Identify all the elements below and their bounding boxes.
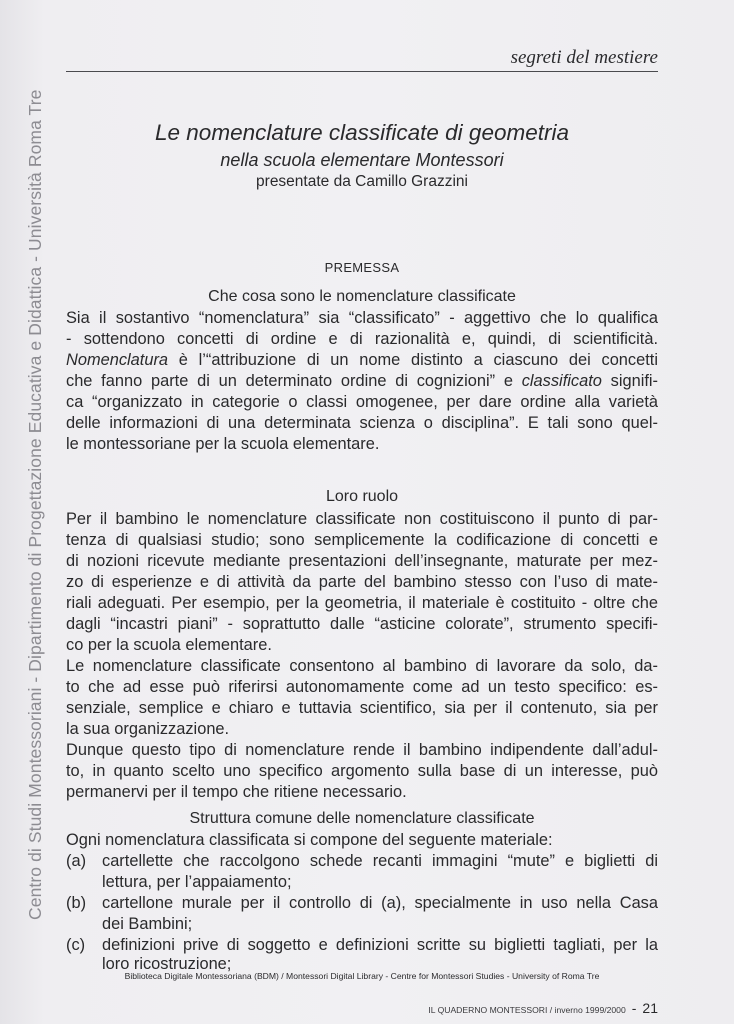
section-header-label: segreti del mestiere bbox=[510, 47, 658, 68]
list-marker-c: (c) bbox=[66, 936, 86, 954]
italic-term: classificato bbox=[521, 372, 602, 390]
paragraph-line: delle informazioni di una determinata scienza o disciplina”. E tali sono quel- bbox=[66, 414, 658, 432]
list-marker-b: (b) bbox=[66, 894, 87, 912]
list-item-line: dei Bambini; bbox=[102, 915, 193, 933]
premessa-heading: PREMESSA bbox=[324, 260, 400, 275]
paragraph-line bbox=[66, 349, 658, 371]
paragraph-line: Per il bambino le nomenclature classificate non costituiscono il punto di par- bbox=[66, 510, 658, 528]
library-footer-note: Biblioteca Digitale Montessoriana (BDM) / Montessori Digital Library - Centre for Montessori Studies - University of Roma Tre bbox=[124, 971, 600, 981]
list-item-line: cartellette che raccolgono schede recanti immagini “mute” e biglietti di bbox=[102, 852, 658, 870]
journal-name: IL QUADERNO MONTESSORI / inverno 1999/2000 bbox=[428, 1005, 626, 1015]
article-presenter: presentate da Camillo Grazzini bbox=[256, 173, 468, 190]
paragraph-line: to, in quanto scelto uno specifico argomento sulla base di un interesse, può bbox=[66, 762, 658, 780]
paragraph-line: Dunque questo tipo di nomenclature rende il bambino indipendente dall’adul- bbox=[66, 741, 658, 759]
paragraph-line: ca “organizzato in categorie o classi omogenee, per dare ordine alla varietà bbox=[66, 393, 658, 411]
section-heading-role: Loro ruolo bbox=[325, 488, 399, 505]
paragraph-line: Ogni nomenclatura classificata si compone del seguente materiale: bbox=[66, 831, 553, 849]
paragraph-line: dagli “incastri piani” - soprattutto dalle “asticine colorate”, strumento specifi- bbox=[66, 615, 658, 633]
paragraph-line: le montessoriane per la scuola elementare. bbox=[66, 435, 380, 453]
paragraph-line: Sia il sostantivo “nomenclatura” sia “classificato” - aggettivo che lo qualifica bbox=[66, 309, 658, 327]
article-subtitle: nella scuola elementare Montessori bbox=[220, 150, 504, 170]
article-title: Le nomenclature classificate di geometria bbox=[155, 120, 569, 145]
text-run: che fanno parte di un determinato ordine di cognizioni” e bbox=[66, 372, 522, 390]
paragraph-line: to che ad esse può riferirsi autonomamente come ad un testo specifico: es- bbox=[66, 678, 658, 696]
paragraph-line: di nozioni ricevute mediante presentazioni dell’insegnante, maturate per mez- bbox=[66, 552, 658, 570]
paragraph-line bbox=[66, 370, 658, 392]
list-marker-a: (a) bbox=[66, 852, 87, 870]
list-item-line: lettura, per l’appaiamento; bbox=[102, 873, 292, 891]
page-folio bbox=[428, 1000, 658, 1016]
page-number: 21 bbox=[642, 1000, 658, 1016]
paragraph-line: senziale, semplice e chiaro e tuttavia scientifico, sia per il contenuto, sia per bbox=[66, 699, 658, 717]
list-item-line: loro ricostruzione; bbox=[102, 955, 232, 973]
paragraph-line: tenza di qualsiasi studio; sono semplicemente la codificazione di concetti e bbox=[66, 531, 658, 549]
text-run: signifi- bbox=[601, 372, 658, 390]
folio-dash: - bbox=[631, 1000, 637, 1016]
header-rule bbox=[66, 71, 658, 72]
paragraph-line: la sua organizzazione. bbox=[66, 720, 230, 738]
paragraph-line: permanervi per il tempo che ritiene necessario. bbox=[66, 783, 407, 801]
paragraph-line: Le nomenclature classificate consentono al bambino di lavorare da solo, da- bbox=[66, 657, 658, 675]
side-watermark-text: Centro di Studi Montessoriani - Dipartimento di Progettazione Educativa e Didattica - Università Roma Tre bbox=[25, 89, 45, 920]
section-heading-structure: Struttura comune delle nomenclature classificate bbox=[189, 810, 535, 827]
section-heading-what: Che cosa sono le nomenclature classificate bbox=[208, 288, 516, 305]
italic-term: Nomenclatura bbox=[66, 351, 169, 369]
paragraph-line: - sottendono concetti di ordine e di razionalità e, quindi, di scientificità. bbox=[66, 330, 658, 348]
paragraph-line: zo di esperienze e di attività da parte del bambino stesso con l’uso di mate- bbox=[66, 573, 658, 591]
list-item-line: definizioni prive di soggetto e definizioni scritte su biglietti tagliati, per la bbox=[102, 936, 658, 954]
list-item-line: cartellone murale per il controllo di (a), specialmente in uso nella Casa bbox=[102, 894, 658, 912]
paragraph-line: co per la scuola elementare. bbox=[66, 636, 272, 654]
paragraph-line: riali adeguati. Per esempio, per la geometria, il materiale è costituito - oltre che bbox=[66, 594, 658, 612]
text-run: è l’“attribuzione di un nome distinto a ciascuno dei concetti bbox=[168, 351, 658, 369]
